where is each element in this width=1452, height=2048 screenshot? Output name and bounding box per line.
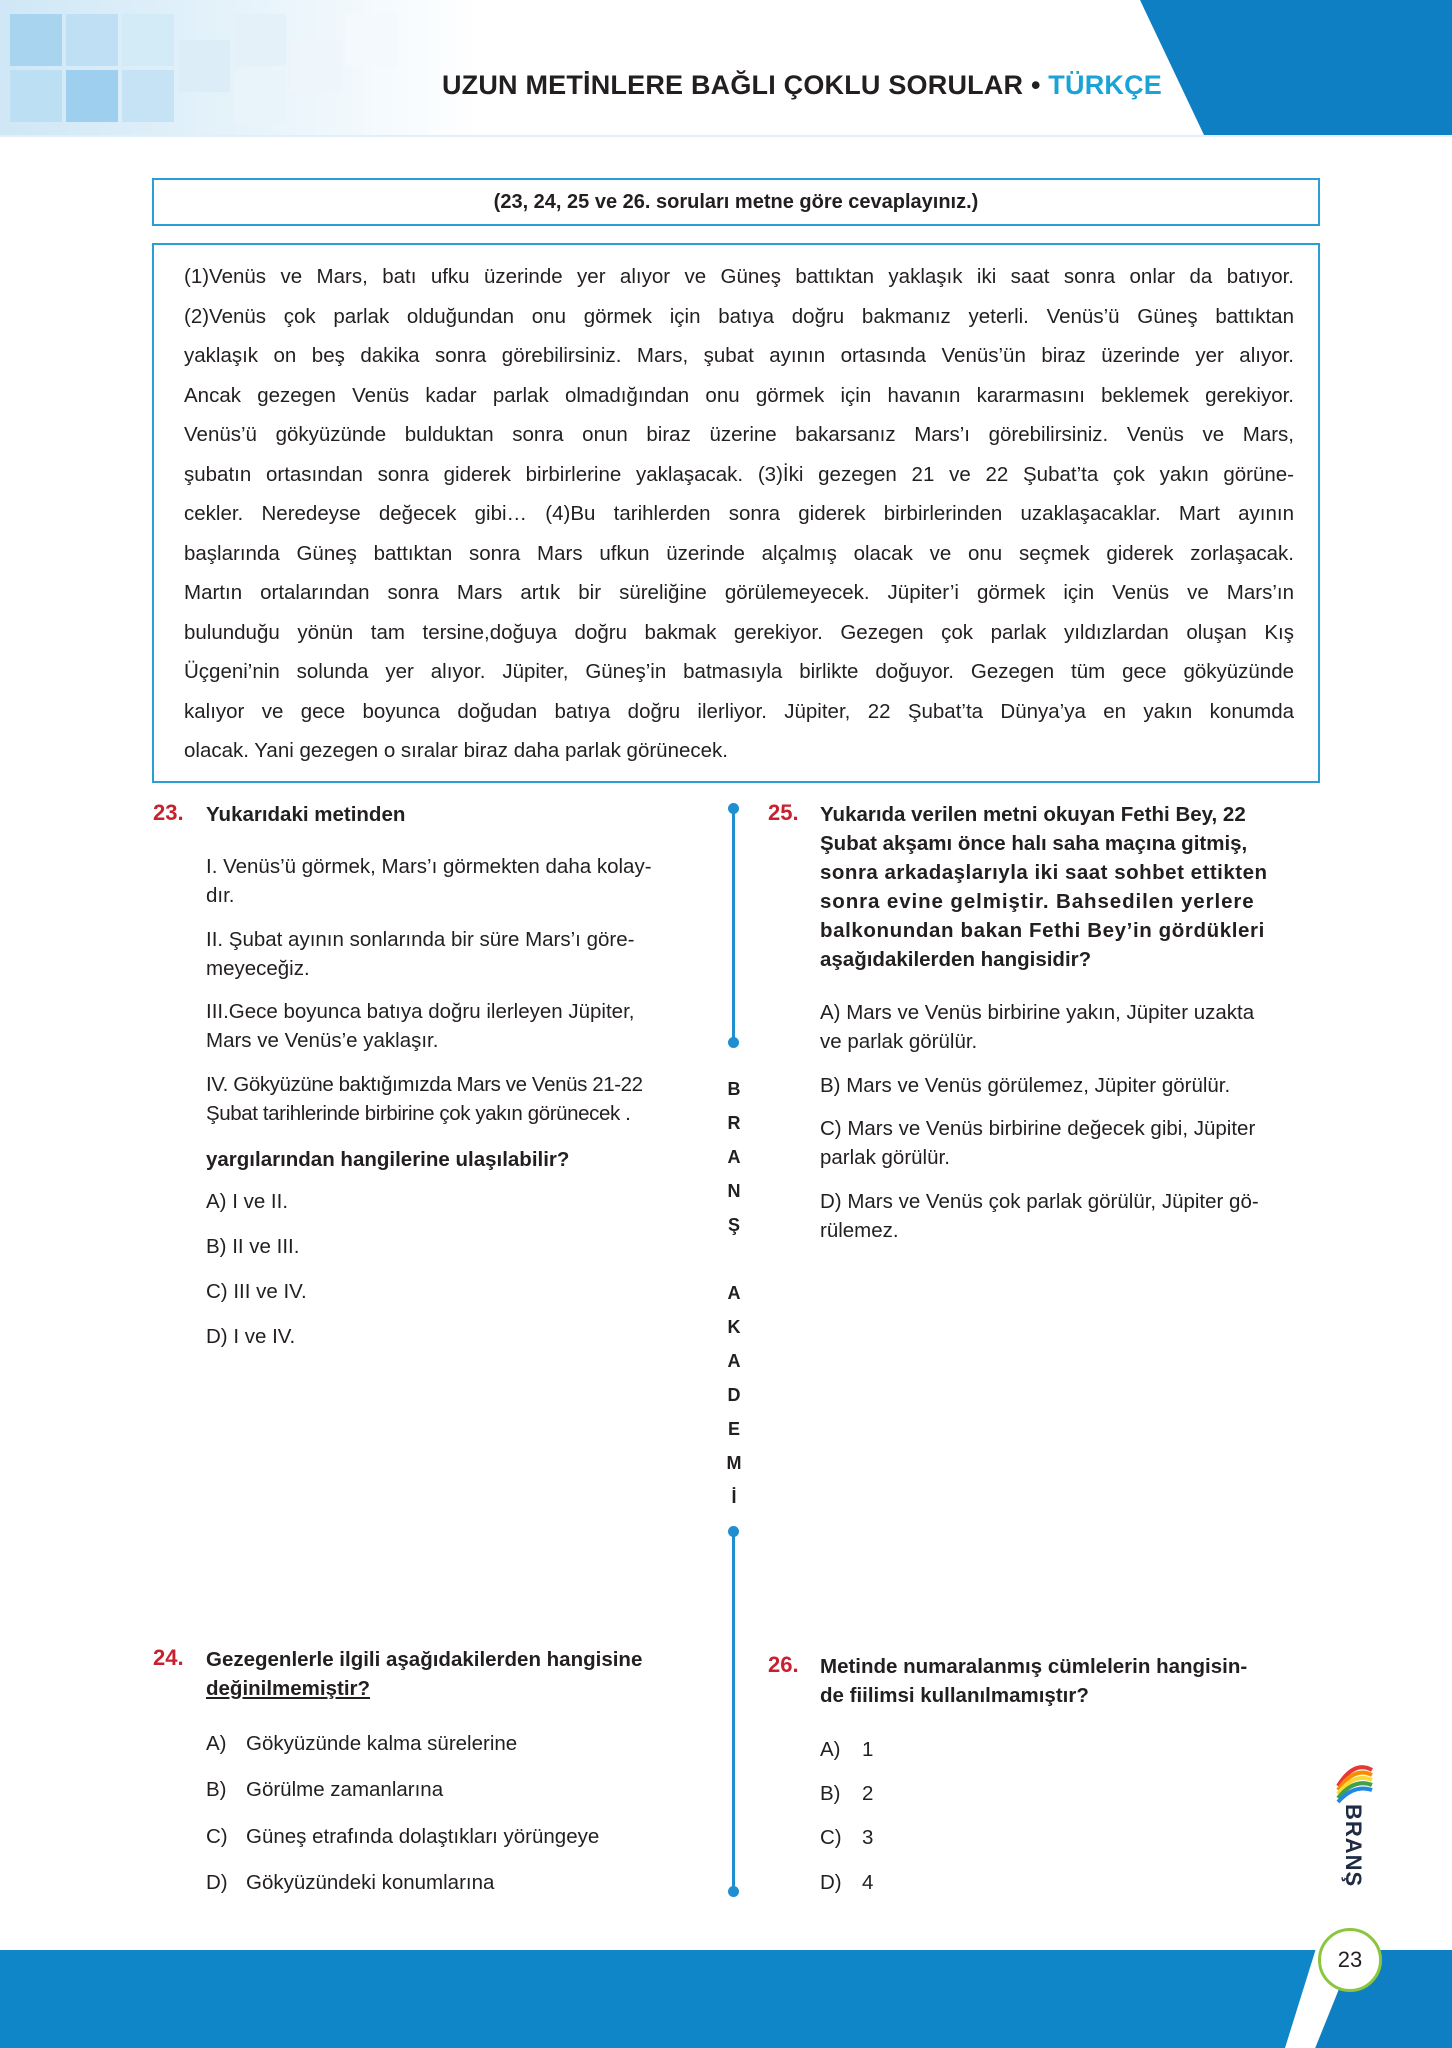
divider-line xyxy=(732,808,735,1042)
header-accent-band xyxy=(1140,0,1452,135)
passage-line: (2)Venüs çok parlak olduğundan onu görmek için batıya doğru bakmanız yeterli. Venüs’ü Güneş battıktan xyxy=(184,304,1294,328)
q26-option-d[interactable]: D) 4 xyxy=(820,1871,874,1894)
q23-option-c[interactable]: C) III ve IV. xyxy=(206,1280,307,1303)
q23-option-b[interactable]: B) II ve III. xyxy=(206,1235,300,1258)
passage-line: şubatın ortasından sonra giderek birbirlerine yaklaşacak. (3)İki gezegen 21 ve 22 Şubat’ta çok yakın görüne- xyxy=(184,462,1294,486)
q23-statement-4: IV. Gökyüzüne baktığımızda Mars ve Venüs 21-22 Şubat tarihlerinde birbirine çok yakın görünecek . xyxy=(206,1073,643,1125)
header-decoration xyxy=(0,0,480,135)
q24-option-d[interactable]: D) Gökyüzündeki konumlarına xyxy=(206,1871,495,1894)
question-26-stem: Metinde numaralanmış cümlelerin hangisin- de fiilimsi kullanılmamıştır? xyxy=(820,1655,1248,1707)
passage-line: olacak. Yani gezegen o sıralar biraz daha parlak görünecek. xyxy=(184,739,728,762)
q23-statement-1: I. Venüs’ü görmek, Mars’ı görmekten daha kolay- dır. xyxy=(206,855,652,907)
q25-option-d[interactable]: D) Mars ve Venüs çok parlak görülür, Jüpiter gö- rülemez. xyxy=(820,1190,1259,1242)
passage-line: başlarında Güneş battıktan sonra Mars ufkun üzerinde alçalmış olacak ve onu seçmek giderek zorlaşacak. xyxy=(184,541,1294,565)
divider-dot xyxy=(728,1037,739,1048)
vertical-brand-text: B R A N Ş A K A D E M İ xyxy=(726,1079,742,1507)
q25-option-a[interactable]: A) Mars ve Venüs birbirine yakın, Jüpiter uzakta ve parlak görülür. xyxy=(820,1001,1255,1053)
q24-option-c[interactable]: C) Güneş etrafında dolaştıkları yörüngeye xyxy=(206,1825,600,1848)
q24-option-b[interactable]: B) Görülme zamanlarına xyxy=(206,1778,444,1801)
passage-line: bulunduğu yönün tam tersine,doğuya doğru bakmak gerekiyor. Gezegen çok parlak yıldızlardan oluşan Kış xyxy=(184,620,1294,644)
passage-line: Ancak gezegen Venüs kadar parlak olmadığından onu görmek için havanın kararmasını beklemek gerekiyor. xyxy=(184,383,1294,407)
question-25-stem: Yukarıda verilen metni okuyan Fethi Bey, 22 Şubat akşamı önce halı saha maçına gitmiş, sonra arkadaşlarıyla iki saat sohbet ettikten sonra evine gelmiştir. Bahsedilen yerlere balkonundan bakan Fethi Bey’in gördükleri aşağıdakilerden hangisidir? xyxy=(820,803,1268,971)
title-separator: • xyxy=(1030,70,1041,100)
reading-passage xyxy=(152,243,1320,783)
question-26-number: 26. xyxy=(768,1652,799,1677)
q23-option-d[interactable]: D) I ve IV. xyxy=(206,1325,296,1348)
page-title xyxy=(442,70,1162,101)
divider-dot xyxy=(728,1886,739,1897)
brand-logo xyxy=(1334,1760,1374,1890)
q23-option-a[interactable]: A) I ve II. xyxy=(206,1190,289,1213)
page-number: 23 xyxy=(1318,1928,1382,1992)
q26-option-b[interactable]: B) 2 xyxy=(820,1782,874,1805)
question-24-stem: Gezegenlerle ilgili aşağıdakilerden hangisine değinilmemiştir? xyxy=(206,1648,643,1700)
passage-line: yaklaşık on beş dakika sonra görebilirsiniz. Mars, şubat ayının ortasında Venüs’ün biraz üzerinde yer alıyor. xyxy=(184,344,1294,367)
passage-line: cekler. Neredeyse değecek gibi… (4)Bu tarihlerden sonra giderek birbirlerinden uzaklaşacaklar. Mart ayının xyxy=(184,502,1294,525)
passage-line: (1)Venüs ve Mars, batı ufku üzerinde yer alıyor ve Güneş battıktan yaklaşık iki saat sonra onlar da batıyor. xyxy=(184,265,1294,288)
title-text: UZUN METİNLERE BAĞLI ÇOKLU SORULAR xyxy=(441,70,1024,100)
passage-line: Üçgeni’nin solunda yer alıyor. Jüpiter, Güneş’in batmasıyla birlikte doğuyor. Gezegen tüm gece gökyüzünde xyxy=(184,660,1294,683)
q23-statement-2: II. Şubat ayının sonlarında bir süre Mars’ı göre- meyeceğiz. xyxy=(206,928,635,980)
q25-option-b[interactable]: B) Mars ve Venüs görülemez, Jüpiter görülür. xyxy=(820,1074,1231,1097)
passage-line: Venüs’ü gökyüzünde bulduktan sonra onun biraz üzerine bakarsanız Mars’ı görebilirsiniz. Venüs ve Mars, xyxy=(184,423,1294,446)
instruction-text: (23, 24, 25 ve 26. soruları metne göre cevaplayınız.) xyxy=(493,191,979,213)
instruction-box xyxy=(152,178,1320,226)
brand-logo-text: BRANŞ xyxy=(1341,1804,1366,1888)
footer-band xyxy=(0,1950,1452,2048)
q26-option-a[interactable]: A) 1 xyxy=(820,1738,874,1761)
subject-label: TÜRKÇE xyxy=(1048,70,1162,100)
passage-line: Martın ortalarından sonra Mars artık bir süreliğine görülemeyecek. Jüpiter’i görmek için Venüs ve Mars’ın xyxy=(184,581,1294,604)
header-rule xyxy=(0,135,1452,137)
q24-option-a[interactable]: A) Gökyüzünde kalma sürelerine xyxy=(206,1732,518,1755)
divider-line xyxy=(732,1531,735,1891)
question-23-stem: Yukarıdaki metinden xyxy=(206,803,406,826)
question-23-prompt: yargılarından hangilerine ulaşılabilir? xyxy=(206,1148,570,1171)
passage-line: kalıyor ve gece boyunca doğudan batıya doğru ilerliyor. Jüpiter, 22 Şubat’ta Dünya’ya en yakın konumda xyxy=(184,699,1294,723)
q25-option-c[interactable]: C) Mars ve Venüs birbirine değecek gibi, Jüpiter parlak görülür. xyxy=(820,1117,1256,1169)
q23-statement-3: III.Gece boyunca batıya doğru ilerleyen Jüpiter, Mars ve Venüs’e yaklaşır. xyxy=(206,1000,635,1052)
question-24-number: 24. xyxy=(153,1645,184,1670)
question-25-number: 25. xyxy=(768,800,799,825)
question-23-number: 23. xyxy=(153,800,184,825)
q26-option-c[interactable]: C) 3 xyxy=(820,1826,874,1849)
